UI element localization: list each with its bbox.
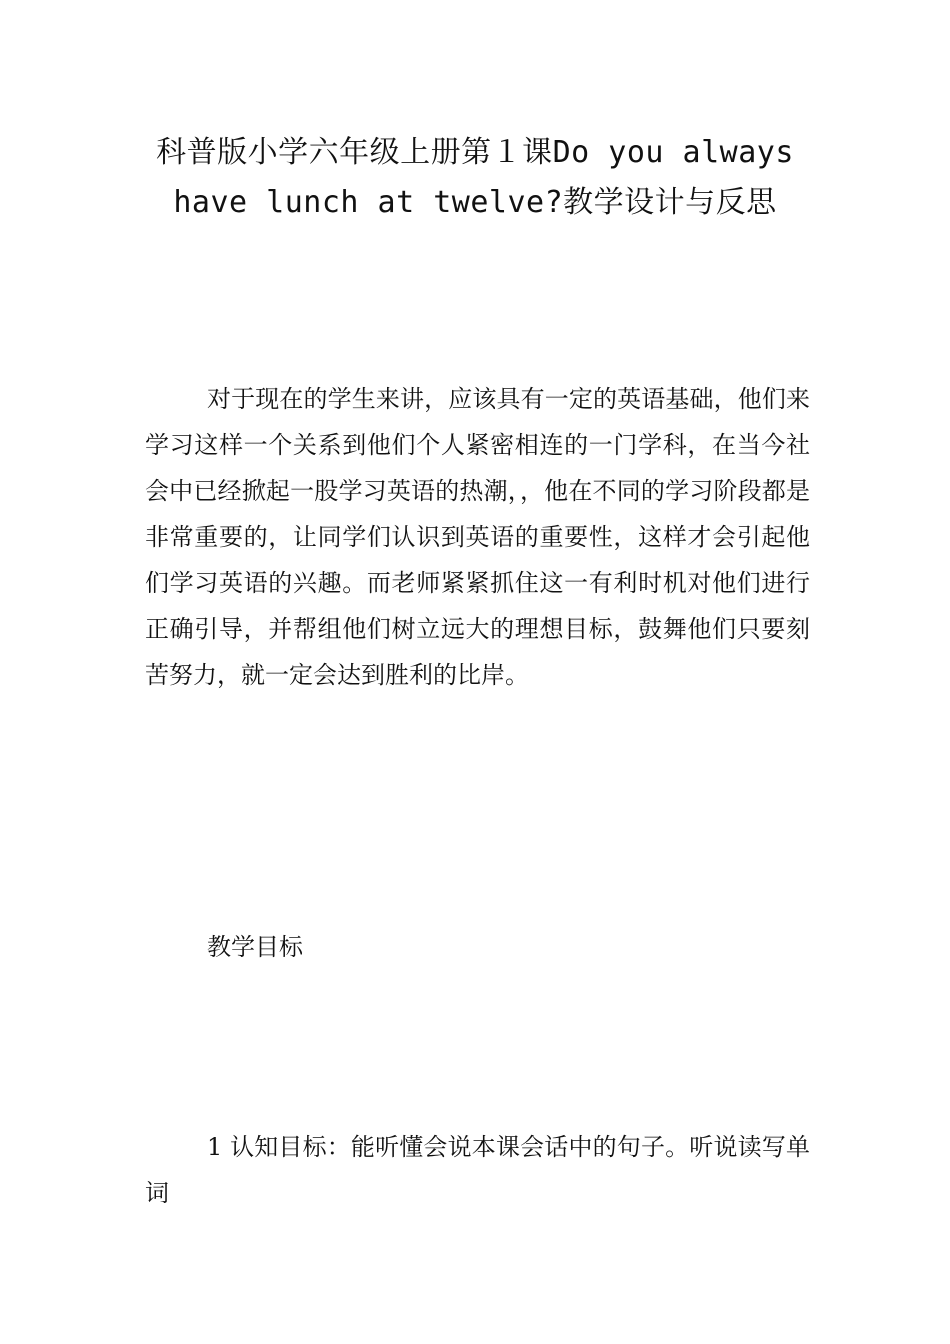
- intro-paragraph: 对于现在的学生来讲，应该具有一定的英语基础，他们来学习这样一个关系到他们个人紧密相连的一门学科，在当今社会中已经掀起一股学习英语的热潮，，他在不同的学习阶段都是非常重要的，让同学们认识到英语的重要性，这样才会引起他们学习英语的兴趣。而老师紧紧抓住这一有利时机对他们进行正确引导，并帮组他们树立远大的理想目标，鼓舞他们只要刻苦努力，就一定会达到胜利的比岸。: [145, 385, 810, 689]
- section-heading: 教学目标: [207, 933, 303, 961]
- document-title: 科普版小学六年级上册第１课Do you always have lunch at twelve?教学设计与反思: [156, 135, 794, 220]
- goal-item-1: 1 认知目标：能听懂会说本课会话中的句子。听说读写单词: [145, 1133, 810, 1207]
